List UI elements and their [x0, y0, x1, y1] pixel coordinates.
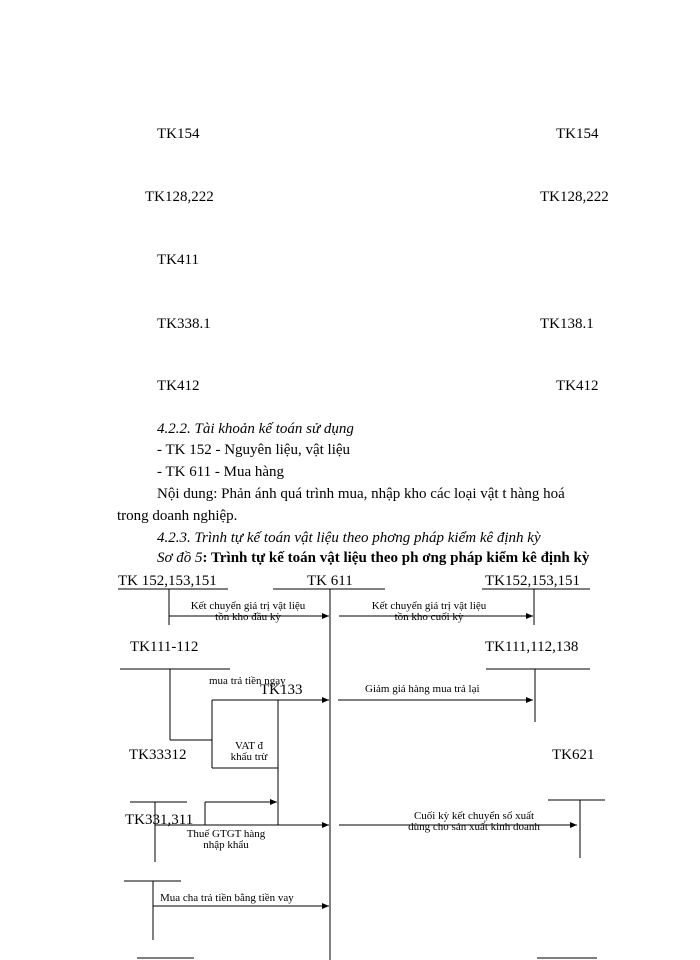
arrow-label-line: Thuế GTGT hàng — [186, 828, 266, 840]
arrow-label-line: khấu trừ — [230, 751, 268, 763]
arrow-label-line: dùng cho sản xuất kinh doanh — [408, 821, 540, 833]
arrow-label — [176, 829, 276, 851]
arrow-label-line: Cuối kỳ kết chuyển số xuất — [413, 810, 535, 822]
diagram-account: TK111,112,138 — [485, 639, 579, 655]
arrow-label-line: Kết chuyển giá trị vật liệu — [371, 600, 487, 612]
arrow-label — [178, 601, 318, 623]
diagram-account: TK 611 — [307, 573, 353, 589]
caption-text: : Trình tự kế toán vật liệu theo ph ơng pháp kiểm kê định kỳ — [202, 550, 590, 566]
arrow-label: mua trả tiền ngay — [209, 675, 286, 687]
arrow-label — [359, 601, 499, 623]
diagram-account: TK33312 — [129, 747, 187, 763]
arrow-label-line: nhập khẩu — [203, 839, 249, 851]
diagram-account: TK111-112 — [130, 639, 199, 655]
caption-prefix: Sơ đồ 5 — [157, 550, 203, 566]
list-item: - TK 152 - Nguyên liệu, vật liệu — [157, 442, 351, 458]
paragraph-line: Nội dung: Phản ánh quá trình mua, nhập kho các loại vật t hàng hoá — [157, 486, 565, 502]
account-label: TK412 — [556, 378, 599, 394]
arrow-label — [389, 811, 559, 833]
arrow-label: Giảm giá hàng mua trả lại — [365, 683, 480, 695]
account-label: TK154 — [556, 126, 599, 142]
account-label: TK128,222 — [145, 189, 214, 205]
section-heading-4-2-2: 4.2.2. Tài khoản kế toán sử dụng — [157, 421, 354, 437]
paragraph-line: trong doanh nghiệp. — [117, 508, 238, 524]
account-label: TK154 — [157, 126, 200, 142]
diagram-account: TK133 — [260, 682, 303, 698]
arrow-label — [222, 741, 276, 763]
arrow-label-line: tồn kho cuối kỳ — [394, 611, 464, 623]
arrow-label-line: Kết chuyển giá trị vật liệu — [190, 600, 306, 612]
account-label: TK412 — [157, 378, 200, 394]
account-label: TK338.1 — [157, 316, 211, 332]
arrow-label-line: VAT đ — [234, 740, 264, 752]
diagram-account: TK152,153,151 — [485, 573, 580, 589]
arrow-label-line: tồn kho đầu kỳ — [215, 611, 281, 623]
arrow-label: Mua cha trả tiền bằng tiền vay — [160, 892, 294, 904]
diagram-account: TK331,311 — [125, 812, 194, 828]
list-item: - TK 611 - Mua hàng — [157, 464, 285, 480]
account-label: TK138.1 — [540, 316, 594, 332]
account-label: TK128,222 — [540, 189, 609, 205]
diagram-account: TK621 — [552, 747, 595, 763]
account-label: TK411 — [157, 252, 199, 268]
section-heading-4-2-3: 4.2.3. Trình tự kế toán vật liệu theo phơng pháp kiểm kê định kỳ — [157, 530, 541, 546]
diagram-account: TK 152,153,151 — [118, 573, 217, 589]
